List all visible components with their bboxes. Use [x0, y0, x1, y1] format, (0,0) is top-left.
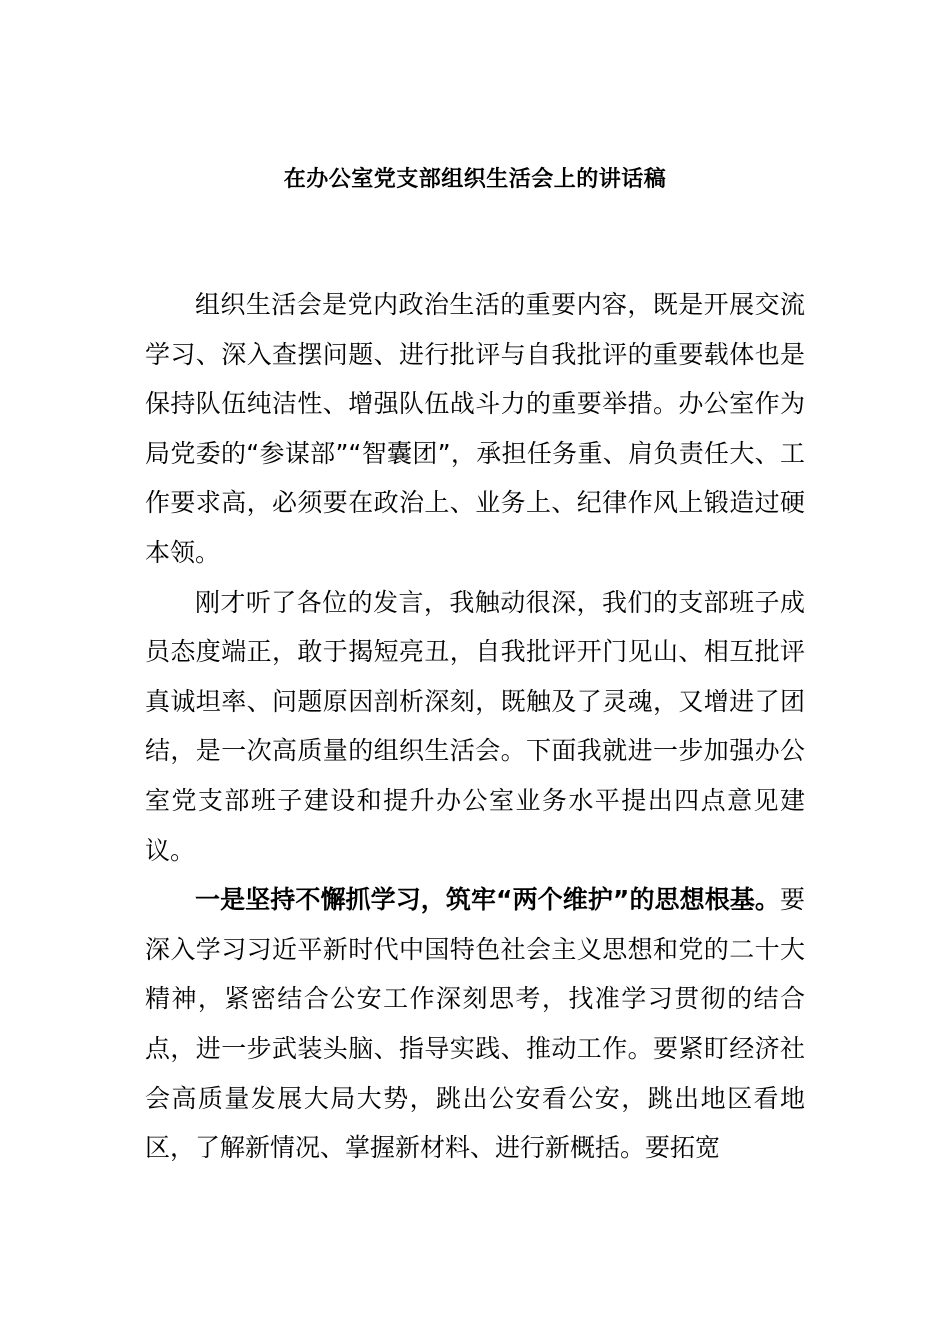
- document-title: 在办公室党支部组织生活会上的讲话稿: [283, 167, 667, 192]
- paragraph-intro: [145, 280, 805, 578]
- paragraph-lead-heading: 一是坚持不懈抓学习，筑牢“两个维护”的思想根基。: [195, 885, 780, 915]
- paragraph-text: 组织生活会是党内政治生活的重要内容，既是开展交流学习、深入查摆问题、进行批评与自我批评的重要载体也是保持队伍纯洁性、增强队伍战斗力的重要举措。办公室作为局党委的“参谋部”“智囊团”，承担任务重、肩负责任大、工作要求高，必须要在政治上、业务上、纪律作风上锻造过硬本领。: [145, 290, 805, 567]
- paragraph-text: 要深入学习习近平新时代中国特色社会主义思想和党的二十大精神，紧密结合公安工作深刻思考，找准学习贯彻的结合点，进一步武装头脑、指导实践、推动工作。要紧盯经济社会高质量发展大局大势，跳出公安看公安，跳出地区看地区，了解新情况、掌握新材料、进行新概括。要拓宽: [145, 885, 805, 1163]
- paragraph-feedback: [145, 578, 805, 876]
- paragraph-text: 刚才听了各位的发言，我触动很深，我们的支部班子成员态度端正，敢于揭短亮丑，自我批评开门见山、相互批评真诚坦率、问题原因剖析深刻，既触及了灵魂，又增进了团结，是一次高质量的组织生活会。下面我就进一步加强办公室党支部班子建设和提升办公室业务水平提出四点意见建议。: [145, 587, 805, 865]
- paragraph-point-one: [145, 875, 805, 1173]
- document-body: [145, 280, 805, 1173]
